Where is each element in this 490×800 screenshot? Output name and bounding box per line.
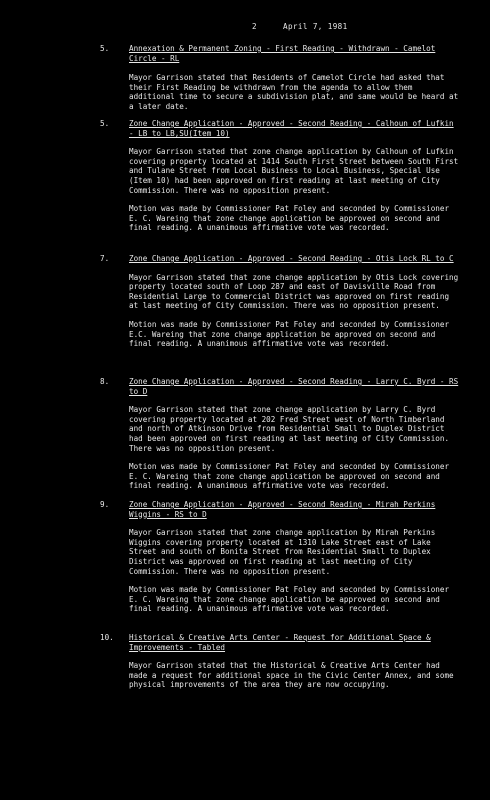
item-paragraph: Mayor Garrison stated that zone change application by Larry C. Byrd covering property located at 202 Fred Street west of North Timberland and north of Atkinson Drive from Residential Small to Duplex District had been approved on first reading at last meeting of City Commission. There was no opposition present. xyxy=(129,405,450,453)
item-paragraph: Mayor Garrison stated that Residents of Camelot Circle had asked that their First Reading be withdrawn from the agenda to allow them additional time to secure a subdivision plat, and same would be heard at a later date. xyxy=(129,73,459,111)
item-number: 9. xyxy=(100,500,110,509)
item-number: 5. xyxy=(100,119,110,128)
item-title: Zone Change Application - Approved - Second Reading - Mirah Perkins Wiggins - RS to D xyxy=(129,500,436,519)
item-paragraph: Mayor Garrison stated that the Historical & Creative Arts Center had made a request for additional space in the Civic Center Annex, and some physical improvements of the area they are now occupying. xyxy=(129,661,454,690)
item-paragraph: Motion was made by Commissioner Pat Foley and seconded by Commissioner E. C. Wareing that zone change application be approved on second and final reading. A unanimous affirmative vote was recorded. xyxy=(129,462,450,491)
item-body xyxy=(129,254,461,349)
item-paragraph: Motion was made by Commissioner Pat Foley and seconded by Commissioner E.C. Wareing that zone change application be approved on second and final reading. A unanimous affirmative vote was recorded. xyxy=(129,319,450,349)
item-paragraph: Motion was made by Commissioner Pat Foley and seconded by Commissioner E. C. Wareing that zone change application be approved on second and final reading. A unanimous affirmative vote was recorded. xyxy=(129,204,450,233)
item-body xyxy=(129,377,461,491)
item-body xyxy=(129,633,461,690)
meeting-date: April 7, 1981 xyxy=(282,22,348,31)
item-number: 10. xyxy=(100,633,114,642)
item-number: 5. xyxy=(100,44,110,53)
item-title: Annexation & Permanent Zoning - First Reading - Withdrawn - Camelot Circle - RL xyxy=(129,44,436,63)
item-title: Zone Change Application - Approved - Second Reading - Calhoun of Lufkin - LB to LB,SU(Item 10) xyxy=(129,119,454,138)
item-title: Zone Change Application - Approved - Second Reading - Larry C. Byrd - RS to D xyxy=(129,377,459,396)
page-number: 2 xyxy=(252,22,257,31)
item-body xyxy=(129,44,461,112)
item-paragraph: Mayor Garrison stated that zone change application by Mirah Perkins Wiggins covering property located at 1310 Lake Street east of Lake Street and south of Bonita Street from Residential Small to Duplex District was approved on first reading at last meeting of City Commission. There was no opposition present. xyxy=(129,528,436,576)
item-number: 7. xyxy=(100,254,110,263)
item-paragraph: Mayor Garrison stated that zone change application by Otis Lock covering property located south of Loop 287 and east of Davisville Road from Residential Large to Commercial District was approved on first reading at last meeting of City Commission. There was no opposition present. xyxy=(129,272,459,311)
item-paragraph: Motion was made by Commissioner Pat Foley and seconded by Commissioner E. C. Wareing that zone change application be approved on second and final reading. A unanimous affirmative vote was recorded. xyxy=(129,585,450,614)
item-number: 8. xyxy=(100,377,110,386)
item-body xyxy=(129,500,461,614)
item-title: Historical & Creative Arts Center - Request for Additional Space & Improvements - Tabled xyxy=(129,633,431,652)
page-header xyxy=(252,22,348,32)
item-title: Zone Change Application - Approved - Second Reading - Otis Lock RL to C xyxy=(129,254,454,263)
item-body xyxy=(129,119,461,233)
item-paragraph: Mayor Garrison stated that zone change application by Calhoun of Lufkin covering property located at 1414 South First Street between South First and Tulane Street from Local Business to Local Business, Special Use (Item 10) had been approved on first reading at last meeting of City Commission. There was no opposition present. xyxy=(129,147,459,195)
